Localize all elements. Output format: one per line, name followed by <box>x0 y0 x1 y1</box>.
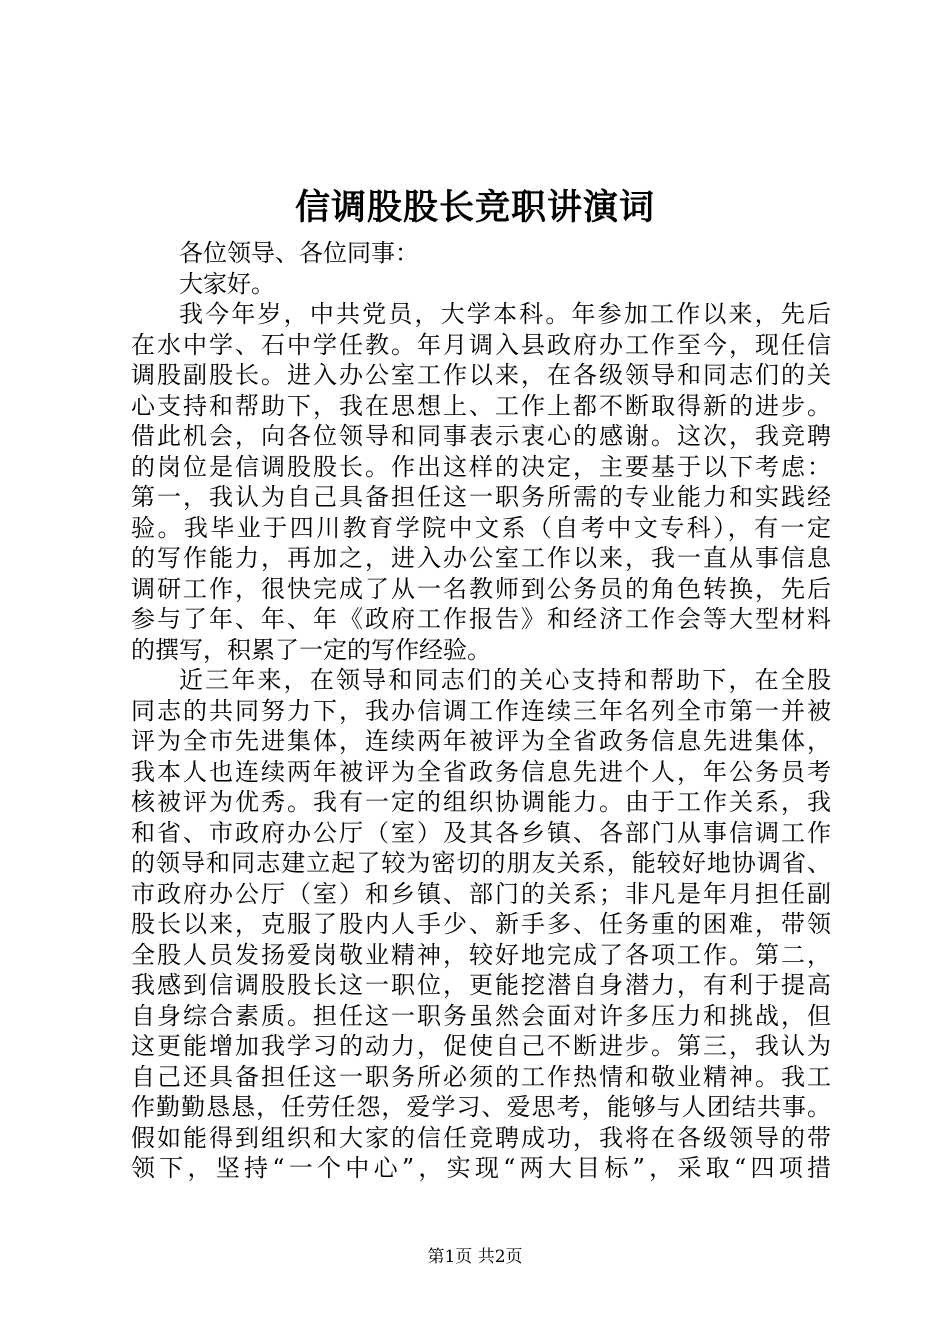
text-line-content: 借此机会，向各位领导和同事表示衷心的感谢。这次，我竞聘 <box>131 422 831 450</box>
text-line <box>131 513 831 544</box>
text-line <box>131 391 831 422</box>
text-line <box>131 452 831 483</box>
text-line-content: 验。我毕业于四川教育学院中文系（自考中文专科），有一定 <box>131 513 831 542</box>
text-line-content: 的领导和同志建立起了较为密切的朋友关系，能较好地协调省、 <box>131 849 831 877</box>
text-line <box>131 970 831 1001</box>
page-footer: 第1页 共2页 <box>427 1247 523 1267</box>
text-line <box>131 269 831 300</box>
text-line <box>131 604 831 635</box>
text-line-content: 领下，坚持“一个中心”，实现“两大目标”，采取“四项措 <box>131 1154 831 1182</box>
text-line <box>131 543 831 574</box>
text-line-content: 股长以来，克服了股内人手少、新手多、任务重的困难，带领 <box>131 910 831 938</box>
text-line-content: 核被评为优秀。我有一定的组织协调能力。由于工作关系，我 <box>131 788 831 816</box>
text-line-content: 和省、市政府办公厅（室）及其各乡镇、各部门从事信调工作 <box>131 818 831 847</box>
text-line <box>131 238 831 269</box>
text-line <box>131 1062 831 1093</box>
text-line-content: 评为全市先进集体，连续两年被评为全省政务信息先进集体， <box>131 727 831 755</box>
text-line <box>131 696 831 727</box>
text-line-content: 我本人也连续两年被评为全省政务信息先进个人，年公务员考 <box>131 757 831 786</box>
text-line-content: 作勤勤恳恳，任劳任怨，爱学习、爱思考，能够与人团结共事。 <box>131 1093 831 1121</box>
text-line <box>131 299 831 330</box>
text-line-content: 我感到信调股股长这一职位，更能挖潜自身潜力，有利于提高 <box>131 971 831 999</box>
text-line <box>131 635 831 666</box>
text-line <box>131 1092 831 1123</box>
text-line-content: 近三年来，在领导和同志们的关心支持和帮助下，在全股 <box>179 666 831 694</box>
text-line-content: 的写作能力，再加之，进入办公室工作以来，我一直从事信息 <box>131 544 831 572</box>
text-line-content: 的撰写，积累了一定的写作经验。 <box>131 635 491 664</box>
text-line-content: 大家好。 <box>179 269 275 298</box>
text-line <box>131 818 831 849</box>
text-line <box>131 360 831 391</box>
text-line <box>131 482 831 513</box>
text-line <box>131 1031 831 1062</box>
text-line <box>131 726 831 757</box>
text-line <box>131 1001 831 1032</box>
text-line <box>131 940 831 971</box>
text-line-content: 心支持和帮助下，我在思想上、工作上都不断取得新的进步。 <box>131 391 831 420</box>
text-line <box>131 330 831 361</box>
text-line <box>131 909 831 940</box>
text-line <box>131 574 831 605</box>
text-line-content: 各位领导、各位同事： <box>179 239 419 267</box>
text-line-content: 全股人员发扬爱岗敬业精神，较好地完成了各项工作。第二， <box>131 940 831 969</box>
text-line-content: 第一，我认为自己具备担任这一职务所需的专业能力和实践经 <box>131 483 831 511</box>
text-line-content: 参与了年、年、年《政府工作报告》和经济工作会等大型材料 <box>131 605 831 633</box>
text-line-content: 的岗位是信调股股长。作出这样的决定，主要基于以下考虑： <box>131 452 831 481</box>
text-line-content: 调研工作，很快完成了从一名教师到公务员的角色转换，先后 <box>131 574 831 603</box>
text-line-content: 调股副股长。进入办公室工作以来，在各级领导和同志们的关 <box>131 361 831 389</box>
text-line <box>131 665 831 696</box>
document-body <box>131 238 831 1184</box>
text-line <box>131 757 831 788</box>
text-line <box>131 1123 831 1154</box>
text-line-content: 市政府办公厅（室）和乡镇、部门的关系；非凡是年月担任副 <box>131 879 831 908</box>
text-line-content: 这更能增加我学习的动力，促使自己不断进步。第三，我认为 <box>131 1032 831 1060</box>
text-line-content: 在水中学、石中学任教。年月调入县政府办工作至今，现任信 <box>131 330 831 359</box>
document-title: 信调股股长竞职讲演词 <box>294 187 655 228</box>
text-line <box>131 1153 831 1184</box>
text-line <box>131 787 831 818</box>
text-line-content: 自己还具备担任这一职务所必须的工作热情和敬业精神。我工 <box>131 1062 831 1091</box>
text-line <box>131 879 831 910</box>
text-line-content: 假如能得到组织和大家的信任竞聘成功，我将在各级领导的带 <box>131 1123 831 1152</box>
text-line-content: 我今年岁，中共党员，大学本科。年参加工作以来，先后 <box>179 300 831 328</box>
text-line-content: 自身综合素质。担任这一职务虽然会面对许多压力和挑战，但 <box>131 1001 831 1030</box>
text-line <box>131 848 831 879</box>
text-line <box>131 421 831 452</box>
text-line-content: 同志的共同努力下，我办信调工作连续三年名列全市第一并被 <box>131 696 831 725</box>
